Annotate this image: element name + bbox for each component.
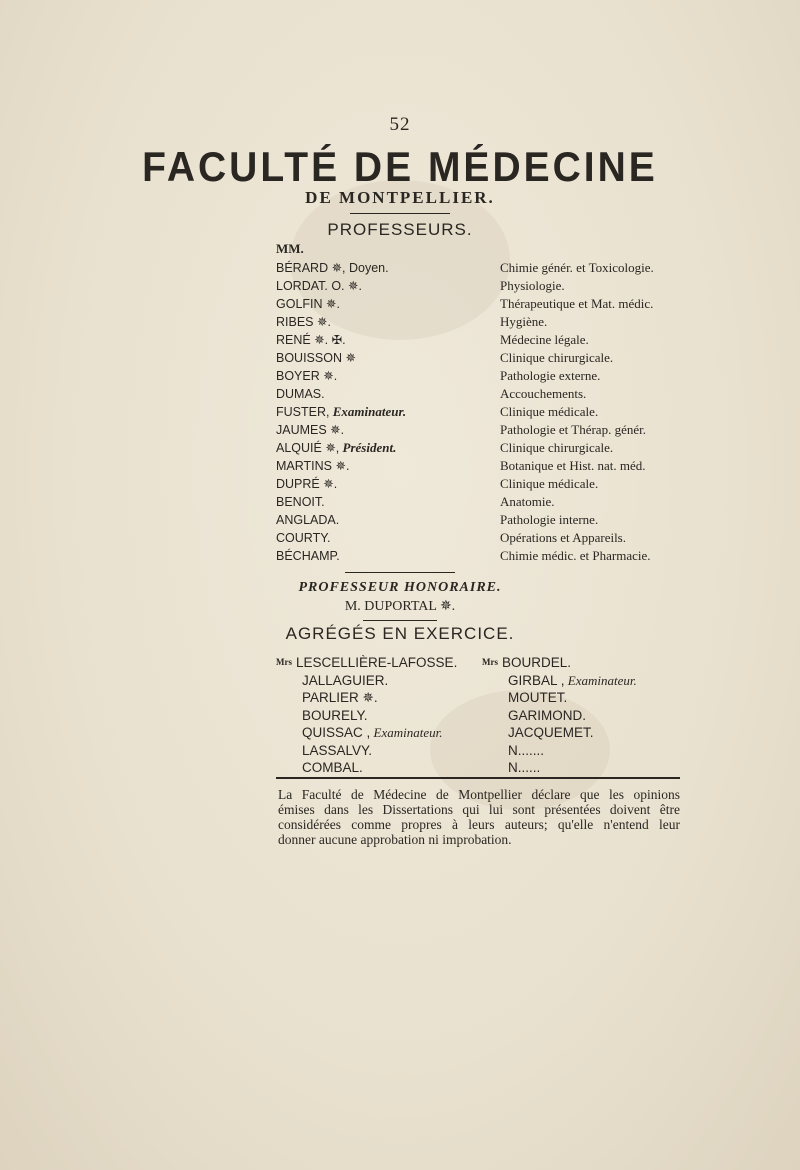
mrs-label: Mrs	[482, 657, 498, 667]
professor-row	[276, 457, 696, 475]
agrege-name: BOURDEL.	[502, 655, 572, 670]
agrege-row	[276, 759, 457, 777]
divider	[345, 572, 455, 573]
professor-name-text: DUMAS.	[276, 387, 325, 401]
page-title: FACULTÉ DE MÉDECINE	[142, 144, 658, 191]
agrege-name: QUISSAC ,	[302, 725, 371, 740]
agrege-role: Examinateur.	[564, 672, 637, 688]
professor-subject: Médecine légale.	[500, 332, 589, 347]
professor-name	[276, 529, 330, 547]
agrege-row	[482, 742, 637, 760]
professor-row	[276, 475, 696, 493]
agrege-row	[482, 672, 637, 690]
agrege-role: Examinateur.	[370, 725, 443, 740]
agrege-row	[276, 689, 457, 707]
professor-name	[276, 403, 406, 421]
notice-line: donner aucune approbation ni improbation.	[278, 832, 512, 847]
professor-row	[276, 349, 696, 367]
agrege-row	[482, 759, 637, 777]
professor-name	[276, 331, 346, 349]
professor-subject: Clinique médicale.	[500, 476, 599, 491]
professor-name	[276, 421, 344, 439]
professor-name-text: RENÉ ✵. ✠.	[276, 333, 346, 347]
agrege-name: GARIMOND.	[508, 707, 587, 723]
professor-name	[276, 385, 325, 403]
professor-row	[276, 313, 696, 331]
page-subtitle: DE MONTPELLIER.	[305, 188, 495, 207]
professor-name	[276, 457, 349, 475]
professor-name	[276, 439, 396, 457]
professor-row	[276, 547, 696, 565]
notice-line: La Faculté de Médecine de Montpellier déclare que les opinions	[278, 787, 680, 802]
professor-name	[276, 475, 337, 493]
professor-name-text: BOUISSON ✵	[276, 351, 356, 365]
professor-row	[276, 331, 696, 349]
professor-subject: Chimie médic. et Pharmacie.	[500, 548, 651, 563]
professor-subject: Pathologie interne.	[500, 512, 599, 527]
notice-line: considérées comme propres à leurs auteurs; qu'elle n'entend leur	[278, 817, 680, 832]
professor-name-text: BÉRARD ✵, Doyen.	[276, 261, 389, 275]
agrege-name: PARLIER ✵.	[302, 690, 378, 705]
professor-subject: Hygiène.	[500, 314, 548, 329]
agrege-name: MOUTET.	[508, 690, 568, 705]
mm-label: MM.	[276, 241, 304, 256]
professor-name	[276, 277, 362, 295]
professor-subject: Anatomie.	[500, 494, 555, 509]
professor-row	[276, 277, 696, 295]
professor-name	[276, 349, 356, 367]
professor-subject: Clinique chirurgicale.	[500, 350, 614, 365]
professor-name	[276, 493, 325, 511]
professor-name	[276, 313, 331, 331]
professor-name-text: GOLFIN ✵.	[276, 297, 340, 311]
professor-subject: Chimie génér. et Toxicologie.	[500, 260, 654, 275]
professor-name-text: ANGLADA.	[276, 513, 340, 527]
honorary-professor: M. DUPORTAL ✵.	[344, 599, 456, 614]
professor-name-text: ALQUIÉ ✵,	[276, 441, 340, 455]
agreges-right-column	[482, 654, 637, 777]
professor-row	[276, 421, 696, 439]
professor-row	[276, 259, 696, 277]
professor-name	[276, 295, 340, 313]
professor-row	[276, 529, 696, 547]
professor-name	[276, 547, 340, 565]
divider	[276, 777, 680, 779]
professor-name	[276, 259, 389, 277]
professor-name	[276, 511, 339, 529]
professor-row	[276, 403, 696, 421]
professor-name-text: JAUMES ✵.	[276, 423, 345, 437]
professor-subject: Accouchements.	[500, 386, 587, 401]
agrege-name: JALLAGUIER.	[302, 672, 389, 688]
professors-list	[276, 259, 696, 565]
professor-name-text: RIBES ✵.	[276, 315, 331, 329]
professor-subject: Clinique médicale.	[500, 404, 599, 419]
agrege-row	[482, 689, 637, 707]
agrege-row	[482, 654, 637, 672]
professor-row	[276, 295, 696, 313]
honorary-heading: PROFESSEUR HONORAIRE.	[298, 580, 502, 595]
agrege-row	[276, 672, 457, 690]
professor-row	[276, 385, 696, 403]
professor-name-text: COURTY.	[276, 531, 331, 545]
professor-row	[276, 439, 696, 457]
professor-name-text: LORDAT. O. ✵.	[276, 279, 362, 293]
agrege-name: LESCELLIÈRE-LAFOSSE.	[296, 655, 458, 670]
agrege-row	[482, 724, 637, 742]
professor-name-text: DUPRÉ ✵.	[276, 477, 338, 491]
agrege-name: LASSALVY.	[302, 742, 373, 758]
divider	[363, 620, 437, 621]
agrege-name: N.......	[508, 742, 545, 758]
agrege-row	[482, 707, 637, 725]
professor-subject: Pathologie et Thérap. génér.	[500, 422, 646, 437]
professor-row	[276, 511, 696, 529]
professor-subject: Opérations et Appareils.	[500, 530, 626, 545]
professor-role: Examinateur.	[329, 404, 407, 419]
agrege-row	[276, 724, 457, 742]
agrege-name: COMBAL.	[302, 760, 363, 775]
agreges-heading: AGRÉGÉS EN EXERCICE.	[285, 624, 515, 643]
professor-subject: Physiologie.	[500, 278, 565, 293]
divider	[350, 213, 450, 214]
agrege-name: N......	[508, 760, 541, 775]
agrege-name: GIRBAL ,	[508, 672, 565, 688]
agreges-left-column	[276, 654, 457, 777]
agrege-name: BOURELY.	[302, 707, 368, 723]
professor-name-text: BÉCHAMP.	[276, 549, 340, 563]
professor-name-text: BENOIT.	[276, 495, 325, 509]
agrege-row	[276, 707, 457, 725]
professor-name-text: MARTINS ✵.	[276, 459, 350, 473]
agrege-row	[276, 742, 457, 760]
professor-row	[276, 367, 696, 385]
professor-row	[276, 493, 696, 511]
professor-name-text: FUSTER,	[276, 405, 330, 419]
page-number: 52	[389, 114, 411, 135]
professor-role: Président.	[339, 440, 397, 455]
professors-heading: PROFESSEURS.	[327, 220, 473, 239]
notice-line: émises dans les Dissertations qui lui sont présentées doivent être	[278, 802, 680, 817]
agrege-row	[276, 654, 457, 672]
faculty-notice	[278, 787, 680, 847]
professor-subject: Clinique chirurgicale.	[500, 440, 614, 455]
mrs-label: Mrs	[276, 657, 292, 667]
agrege-name: JACQUEMET.	[508, 725, 594, 740]
professor-subject: Botanique et Hist. nat. méd.	[500, 458, 646, 473]
professor-subject: Pathologie externe.	[500, 368, 601, 383]
professor-name	[276, 367, 337, 385]
professor-subject: Thérapeutique et Mat. médic.	[500, 296, 654, 311]
professor-name-text: BOYER ✵.	[276, 369, 338, 383]
